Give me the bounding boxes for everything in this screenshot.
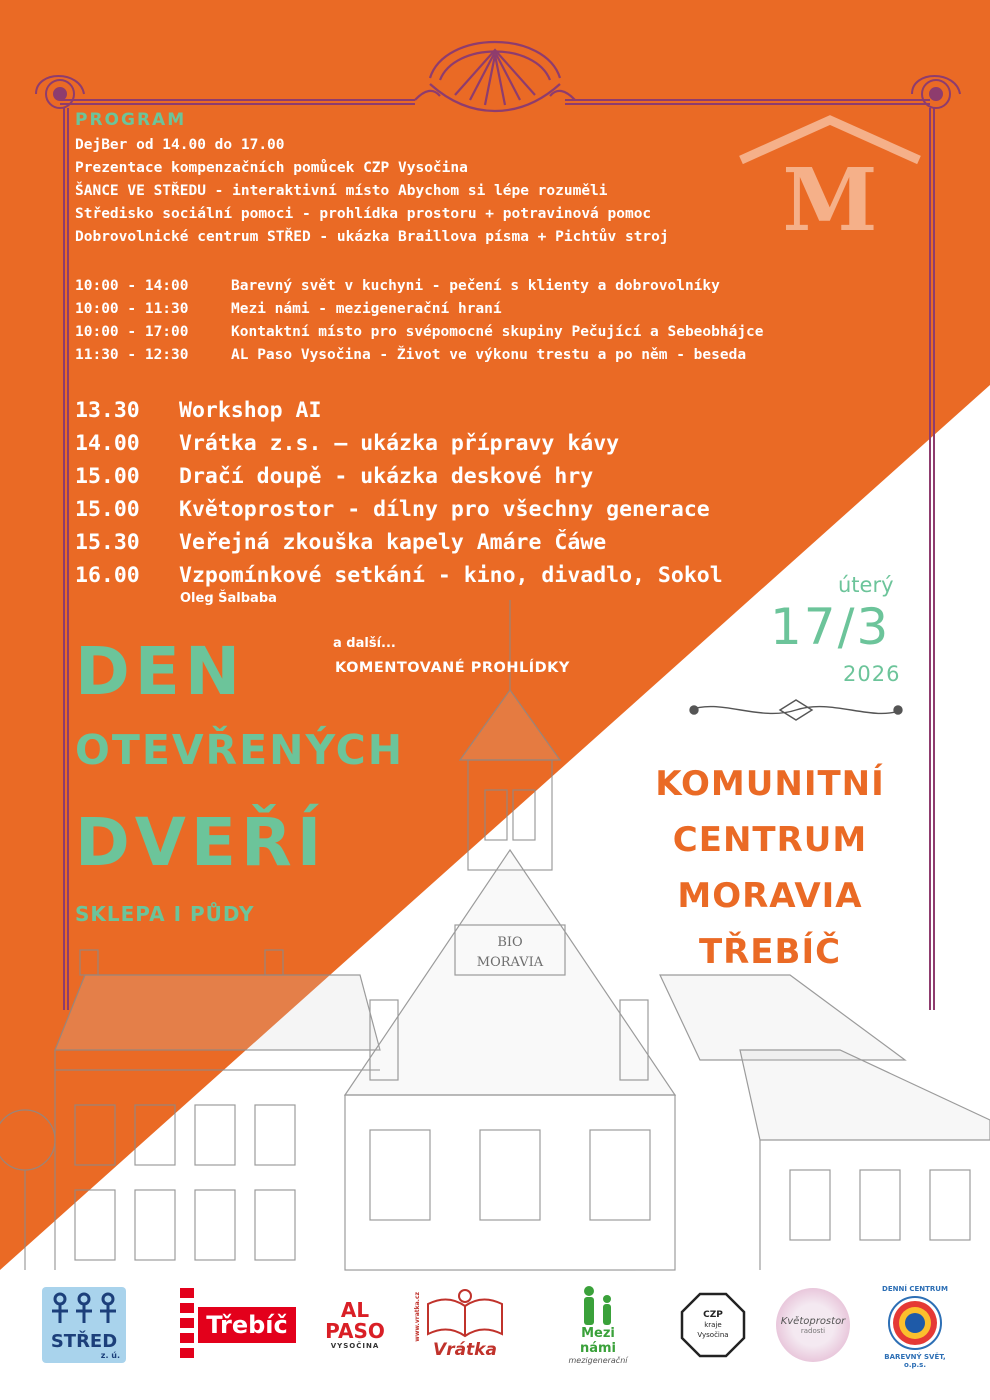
logo-mezinami-sub: mezigenerační (568, 1356, 628, 1365)
schedule-text: Mezi námi - mezigenerační hraní (231, 301, 502, 317)
program-list (75, 134, 669, 249)
logo-vratka-url: www.vratka.cz (414, 1292, 421, 1342)
logo-stred-name: STŘED (50, 1331, 118, 1352)
program-line: Prezentace kompenzačních pomůcek CZP Vysočina (75, 160, 468, 176)
schedule-time: 10:00 - 11:30 (75, 301, 189, 317)
logo-barevny-svet[interactable] (870, 1285, 960, 1369)
house-logo-letter: M (782, 150, 878, 240)
main-event-row (75, 460, 723, 493)
family-icon (573, 1285, 623, 1326)
schedule-row (75, 321, 764, 344)
logo-trebic-name: Třebíč (198, 1307, 295, 1343)
open-book-icon (414, 1286, 516, 1342)
venue-line: CENTRUM (672, 820, 868, 860)
logo-stred-suffix: z. ú. (100, 1351, 120, 1360)
logo-czp-line1: CZP (703, 1310, 723, 1320)
main-event-time: 16.00 (75, 563, 140, 588)
main-event-text: Workshop AI (179, 398, 322, 423)
main-event-time: 15.30 (75, 530, 140, 555)
colorful-circle-icon (873, 1295, 957, 1351)
logo-kvetoprostor[interactable] (772, 1285, 854, 1365)
event-weekday: úterý (838, 573, 894, 597)
logo-czp-line3: Vysočina (697, 1331, 729, 1339)
venue-line: KOMUNITNÍ (655, 764, 885, 804)
main-event-time: 15.00 (75, 464, 140, 489)
headline-line2: OTEVŘENÝCH (75, 726, 405, 774)
program-line: DejBer od 14.00 do 17.00 (75, 137, 285, 153)
logo-alpaso[interactable] (326, 1285, 384, 1365)
venue-line: MORAVIA (677, 876, 863, 916)
venue-line: TŘEBÍČ (698, 932, 842, 972)
headline-line1: DEN (75, 633, 246, 710)
main-event-row (75, 427, 723, 460)
schedule-row (75, 298, 764, 321)
schedule-text: AL Paso Vysočina - Život ve výkonu trestu a po něm - beseda (231, 347, 747, 363)
trebic-stripe-icon (180, 1288, 194, 1362)
schedule-text: Barevný svět v kuchyni - pečení s klienty a dobrovolníky (231, 278, 720, 294)
logo-kvetoprostor-sub: radosti (800, 1326, 826, 1335)
main-event-time: 15.00 (75, 497, 140, 522)
svg-text:MORAVIA: MORAVIA (476, 955, 544, 970)
logo-vratka-name: Vrátka (433, 1340, 497, 1360)
further-text: KOMENTOVANÉ PROHLÍDKY (335, 660, 570, 676)
logo-barevny-bottom: BAREVNÝ SVĚT, o.p.s. (884, 1353, 946, 1369)
main-event-text: Vzpomínkové setkání - kino, divadlo, Sokol (179, 563, 723, 588)
schedule-text: Kontaktní místo pro svépomocné skupiny Pečující a Sebeobhájce (231, 324, 764, 340)
logo-alpaso-top: AL (340, 1298, 370, 1322)
logo-kvetoprostor-name: Květoprostor (780, 1315, 846, 1327)
program-line: Středisko sociální pomoci - prohlídka prostoru + potravinová pomoc (75, 206, 652, 222)
main-event-row (75, 493, 723, 526)
program-title: PROGRAM (75, 110, 187, 130)
svg-text:BIO: BIO (497, 935, 523, 950)
main-event-text: Vrátka z.s. – ukázka přípravy kávy (179, 431, 620, 456)
main-event-text: Veřejná zkouška kapely Amáre Čáwe (179, 530, 607, 555)
main-event-text: Květoprostor - dílny pro všechny generace (179, 497, 710, 522)
event-date: 17/3 (770, 598, 891, 656)
venue-name (600, 756, 940, 980)
logo-barevny-top: DENNÍ CENTRUM (882, 1285, 948, 1293)
main-event-time: 13.30 (75, 398, 140, 423)
logo-alpaso-middle: PASO (325, 1319, 385, 1343)
schedule-time: 10:00 - 17:00 (75, 324, 189, 340)
headline-line3: DVEŘÍ (75, 804, 327, 881)
logo-czp[interactable] (676, 1285, 750, 1365)
main-events-list (75, 394, 723, 592)
program-line: ŠANCE VE STŘEDU - interaktivní místo Abychom si lépe rozuměli (75, 183, 608, 199)
schedule-time: 10:00 - 14:00 (75, 278, 189, 294)
logo-trebic[interactable] (172, 1285, 304, 1365)
logo-alpaso-bottom: VYSOČINA (330, 1342, 380, 1350)
main-event-row (75, 559, 723, 592)
divider-ornament-icon (680, 696, 912, 724)
headline-line4: SKLEPA I PŮDY (75, 902, 255, 926)
schedule-row (75, 344, 764, 367)
main-event-row (75, 526, 723, 559)
schedule-list (75, 275, 764, 367)
schedule-time: 11:30 - 12:30 (75, 347, 189, 363)
main-event-text: Dračí doupě - ukázka deskové hry (179, 464, 594, 489)
logo-mezinami[interactable] (562, 1285, 634, 1365)
main-event-row (75, 394, 723, 427)
logo-czp-line2: kraje (704, 1321, 722, 1329)
main-event-time: 14.00 (75, 431, 140, 456)
logo-stred[interactable] (40, 1285, 128, 1365)
logo-mezinami-name: Mezi námi (579, 1326, 617, 1356)
logo-vratka[interactable] (412, 1285, 518, 1365)
people-icon (42, 1291, 126, 1331)
main-event-subtitle: Oleg Šalbaba (180, 591, 277, 606)
program-line: Dobrovolnické centrum STŘED - ukázka Braillova písma + Pichtův stroj (75, 229, 669, 245)
further-prefix: a další... (333, 636, 396, 651)
schedule-row (75, 275, 764, 298)
event-year: 2026 (843, 662, 901, 686)
